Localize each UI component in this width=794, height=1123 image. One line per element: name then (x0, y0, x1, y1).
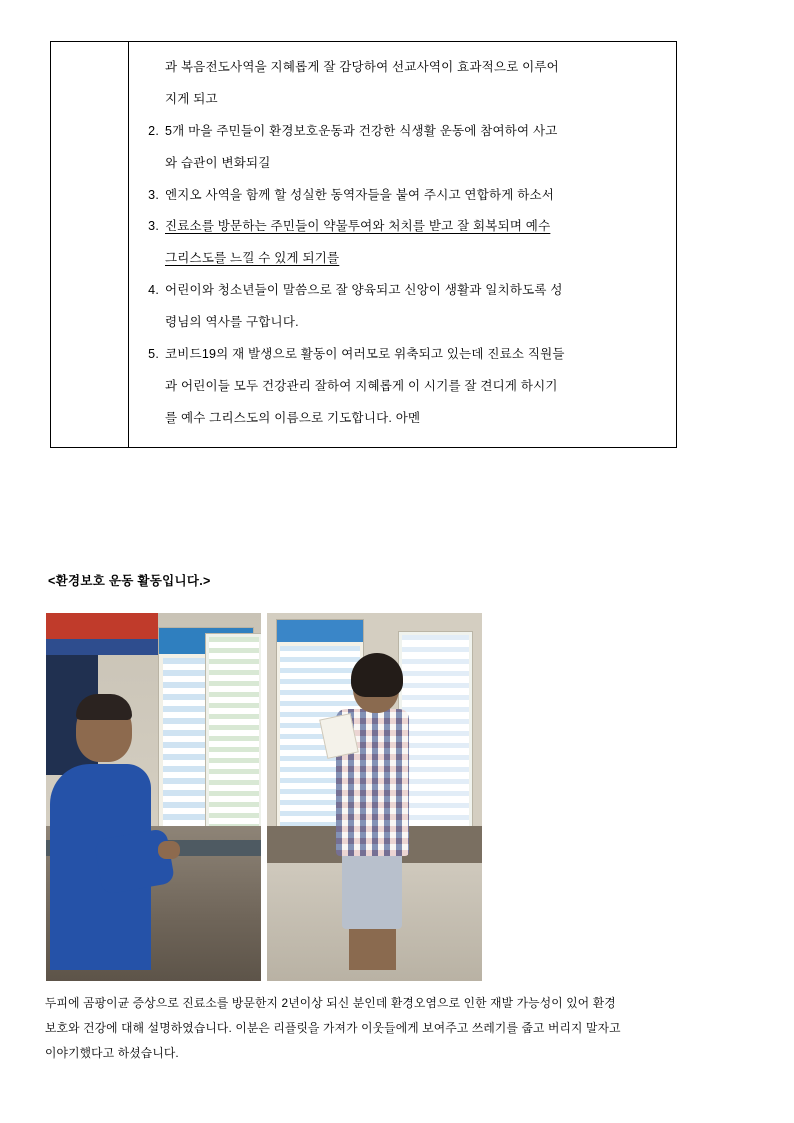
prayer-line-text: 와 습관이 변화되길 (165, 155, 271, 170)
photo-description-paragraph (45, 991, 745, 1065)
photo-secondary-board (398, 631, 473, 833)
prayer-line (137, 84, 668, 116)
photo-blue-band (46, 639, 158, 655)
paragraph-line: 두피에 곰팡이균 증상으로 진료소를 방문한지 2년이상 되신 분인데 환경오염으로 인한 재발 가능성이 있어 환경 (45, 996, 616, 1010)
photo-man-at-health-board (46, 613, 261, 981)
prayer-line (137, 275, 668, 307)
prayer-line-number: 4. (148, 283, 159, 298)
prayer-line-text: 과 어린이들 모두 건강관리 잘하여 지혜롭게 이 시기를 잘 견디게 하시기 (165, 378, 558, 393)
prayer-line (137, 52, 668, 84)
prayer-line (137, 371, 668, 403)
prayer-line-text: 코비드19의 재 발생으로 활동이 여러모로 위축되고 있는데 진료소 직원들 (165, 346, 565, 361)
photo-person-hand (158, 841, 180, 859)
photo-woman-with-leaflet (267, 613, 482, 981)
prayer-line-text: 5개 마을 주민들이 환경보호운동과 건강한 식생활 운동에 참여하여 사고 (165, 123, 558, 138)
prayer-line-text: 를 예수 그리스도의 이름으로 기도합니다. 아멘 (165, 410, 421, 425)
prayer-line (137, 403, 668, 435)
prayer-line-number: 5. (148, 346, 159, 361)
photo-person-hair (351, 653, 403, 697)
prayer-line-text: 령님의 역사를 구합니다. (165, 315, 299, 329)
prayer-line-text: 엔지오 사역을 함께 할 성실한 동역자들을 붙여 주시고 연합하게 하소서 (165, 187, 555, 202)
prayer-line-text: 그리스도를 느낄 수 있게 되기를 (165, 251, 340, 266)
prayer-line (137, 243, 668, 275)
prayer-line (137, 148, 668, 180)
prayer-line-number: 2. (148, 123, 159, 138)
photo-red-band (46, 613, 158, 639)
prayer-line-number: 3. (148, 219, 159, 234)
prayer-line (137, 211, 668, 243)
prayer-line (137, 180, 668, 212)
table-left-column (51, 42, 129, 447)
prayer-line (137, 116, 668, 148)
prayer-line-text: 진료소를 방문하는 주민들이 약물투여와 처치를 받고 잘 회복되며 예수 (165, 219, 551, 234)
prayer-line (137, 339, 668, 371)
prayer-line-text: 어린이와 청소년들이 말씀으로 잘 양육되고 신앙이 생활과 일치하도록 성 (165, 283, 563, 298)
prayer-line-text: 지게 되고 (165, 91, 218, 106)
prayer-line (137, 307, 668, 339)
section-caption: <환경보호 운동 활동입니다.> (48, 574, 211, 588)
photo-row (46, 613, 482, 981)
prayer-line-number: 3. (148, 187, 159, 202)
prayer-request-table (50, 41, 677, 448)
prayer-line-text: 과 복음전도사역을 지혜롭게 잘 감당하여 선교사역이 효과적으로 이루어 (165, 60, 559, 74)
paragraph-line: 보호와 건강에 대해 설명하였습니다. 이분은 리플릿을 가져가 이웃들에게 보여주고 쓰레기를 줍고 버리지 말자고 (45, 1020, 621, 1035)
photo-person-pants (342, 849, 402, 930)
table-content-column (129, 42, 676, 447)
paragraph-line: 이야기했다고 하셨습니다. (45, 1045, 179, 1060)
photo-person-hair (76, 694, 132, 720)
photo-info-board-header (277, 620, 363, 642)
photo-secondary-board-rows (402, 635, 469, 829)
photo-person-legs (349, 926, 396, 970)
